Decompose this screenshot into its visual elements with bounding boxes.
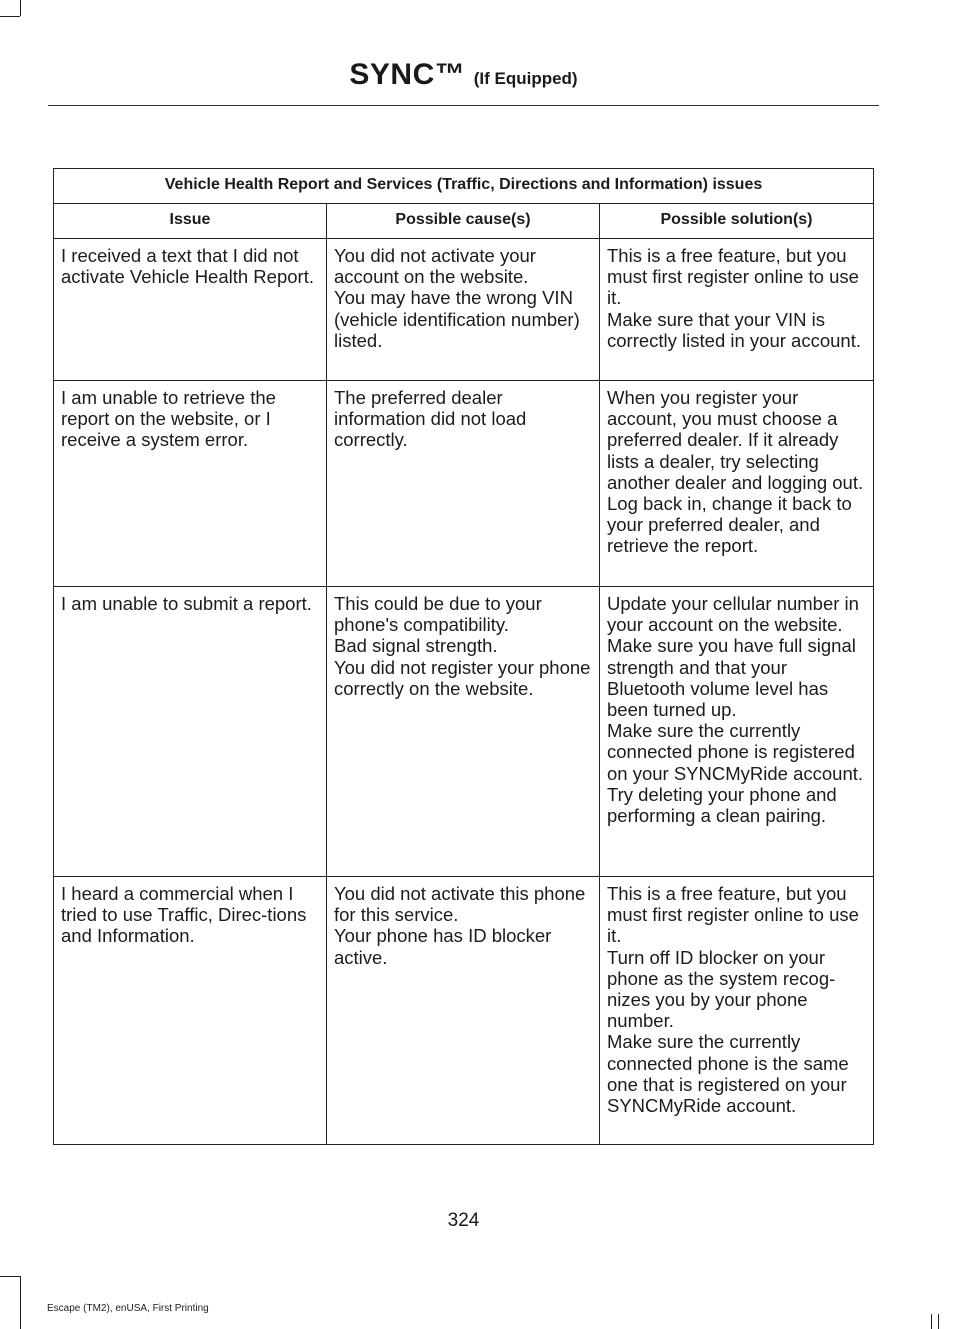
column-header-solutions: Possible solution(s)	[600, 204, 874, 239]
table-caption: Vehicle Health Report and Services (Traffic, Directions and Information) issues	[54, 169, 874, 204]
solution-text: This is a free feature, but you must first register online to use it.	[607, 883, 859, 947]
cause-text: You may have the wrong VIN (vehicle identification number) listed.	[334, 287, 580, 351]
cause-cell	[327, 239, 600, 381]
cause-text: You did not register your phone correctly on the website.	[334, 656, 591, 699]
crop-mark-top-left-h	[0, 16, 20, 17]
column-header-issue: Issue	[54, 204, 327, 239]
solution-text: This is a free feature, but you must first register online to use it.	[607, 245, 859, 309]
crop-mark-bottom-left-v	[20, 1276, 21, 1329]
cause-cell	[327, 381, 600, 587]
cause-text: Bad signal strength.	[334, 635, 498, 657]
table-row	[54, 239, 874, 381]
cause-text: The preferred dealer information did not load correctly.	[334, 387, 527, 451]
issue-cell	[54, 381, 327, 587]
cause-cell	[327, 587, 600, 877]
solution-text: Make sure you have full signal strength and that your Bluetooth volume level has been turned up.	[607, 635, 856, 721]
header-subtitle: (If Equipped)	[473, 69, 578, 88]
table-row	[54, 587, 874, 877]
issue-text: I am unable to submit a report.	[61, 593, 312, 614]
cause-text: You did not activate this phone for this service.	[334, 883, 586, 926]
issue-cell	[54, 877, 327, 1145]
crop-mark-bottom-right-v2	[938, 1314, 939, 1329]
footer-edition: Escape (TM2), enUSA, First Printing	[47, 1303, 209, 1314]
solution-text: Make sure the currently connected phone is registered on your SYNCMyRide account.	[607, 720, 864, 784]
crop-mark-bottom-left-h	[0, 1276, 20, 1277]
issues-table	[53, 168, 874, 1145]
issue-cell	[54, 587, 327, 877]
solution-text: Make sure that your VIN is correctly listed in your account.	[607, 308, 861, 351]
solution-text: Try deleting your phone and performing a clean pairing.	[607, 783, 837, 827]
solution-text: Update your cellular number in your account on the website.	[607, 593, 859, 636]
issue-cell	[54, 239, 327, 381]
table-row	[54, 877, 874, 1145]
cause-text: Your phone has ID blocker active.	[334, 925, 552, 968]
table-row	[54, 381, 874, 587]
cause-text: You did not activate your account on the website.	[334, 245, 536, 288]
solution-cell	[600, 877, 874, 1145]
crop-mark-top-left-v	[20, 0, 21, 16]
solution-text: When you register your account, you must choose a preferred dealer. If it already lists a dealer, try selecting another dealer and logging out. Log back in, change it back to your preferred dealer, and retrieve the report.	[607, 387, 864, 557]
page-number: 324	[447, 1210, 480, 1231]
cause-cell	[327, 877, 600, 1145]
issue-text: I received a text that I did not activate Vehicle Health Report.	[61, 245, 314, 288]
solution-cell	[600, 239, 874, 381]
issue-text: I heard a commercial when I tried to use Traffic, Direc-tions and Information.	[61, 883, 307, 947]
solution-cell	[600, 381, 874, 587]
cause-text: This could be due to your phone's compatibility.	[334, 593, 542, 636]
crop-mark-bottom-right-v1	[931, 1314, 932, 1329]
page-header	[48, 58, 879, 106]
column-header-causes: Possible cause(s)	[327, 204, 600, 239]
header-title: SYNC™	[349, 58, 466, 91]
issue-text: I am unable to retrieve the report on the website, or I receive a system error.	[61, 387, 276, 451]
solution-text: Turn off ID blocker on your phone as the system recog-nizes you by your phone number.	[607, 946, 836, 1032]
solution-text: Make sure the currently connected phone is the same one that is registered on your SYNCMyRide account.	[607, 1031, 849, 1117]
solution-cell	[600, 587, 874, 877]
